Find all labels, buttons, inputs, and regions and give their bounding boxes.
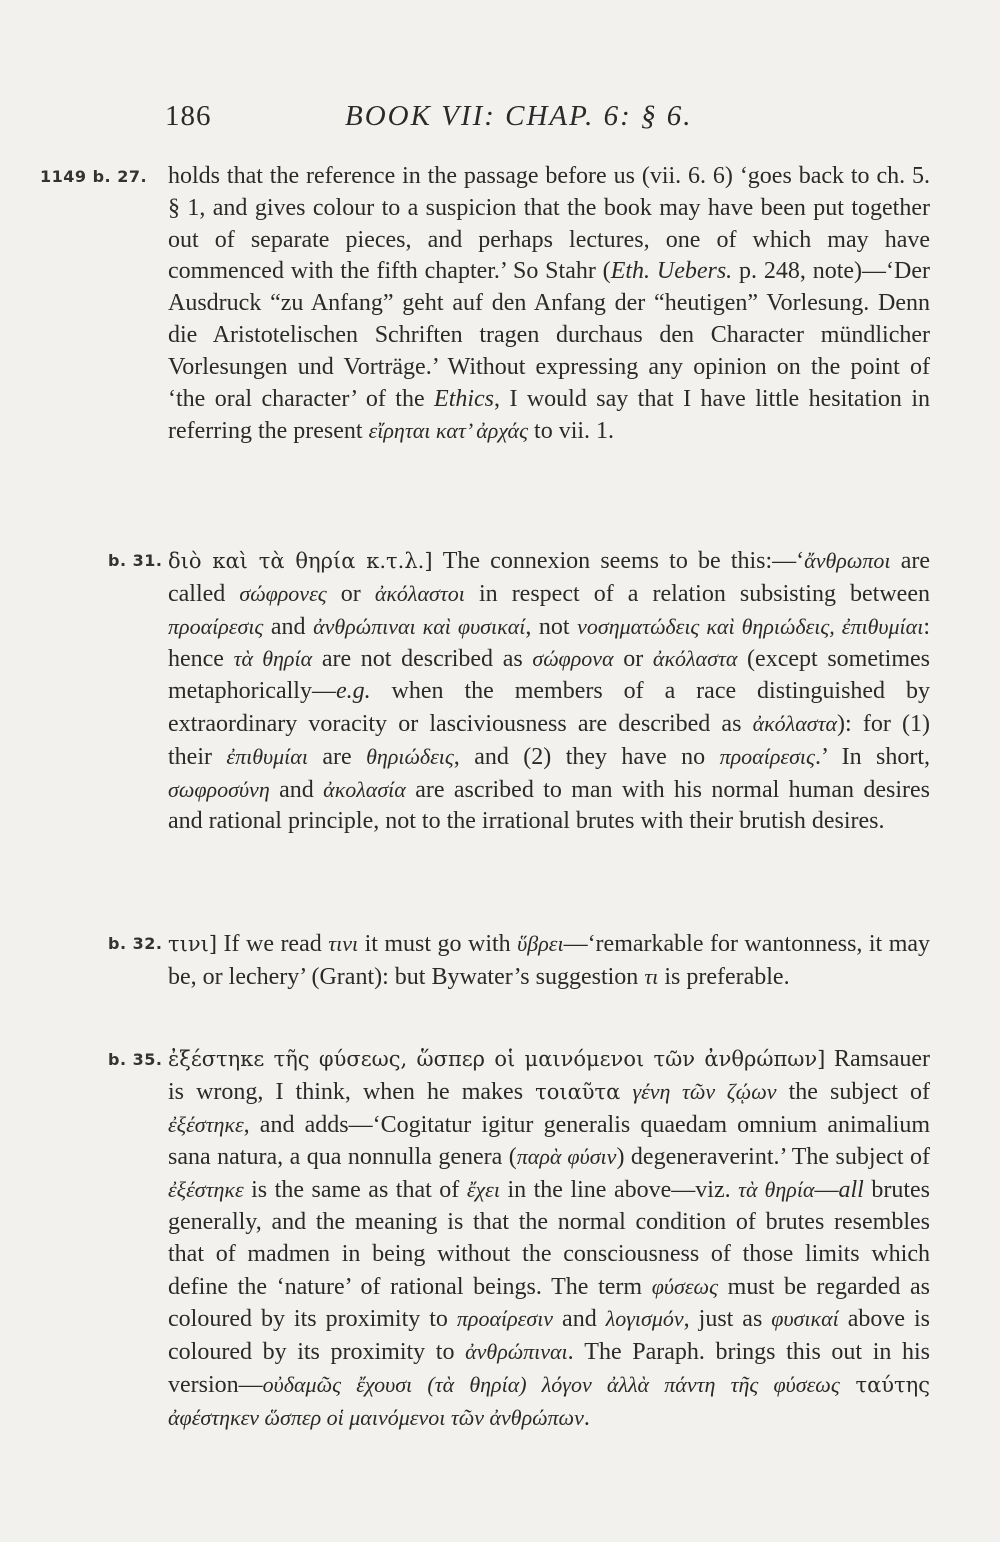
text-run: is preferable. [658,963,790,990]
text-run: above is coloured by its proximity to [168,1306,931,1366]
line-reference: b. 31. [108,551,163,570]
greek-text: παρὰ φύσιν [516,1144,617,1170]
text-run: — [814,1177,839,1204]
text-run: . [583,1404,590,1431]
text-run: , just as [683,1306,772,1333]
greek-text: ἀκόλαστα [652,646,738,672]
text-run: If we read [217,931,329,957]
greek-text: τινι [328,931,359,956]
text-run: Ramsauer is wrong, I think, when he makes [168,1046,930,1105]
text-run: or [326,580,375,607]
text-run: to vii. 1. [528,418,615,445]
lemma-text: τοιαῦτα [535,1079,621,1104]
text-run: are [307,743,367,770]
running-head: BOOK VII: CHAP. 6: § 6. [345,100,693,132]
greek-text: προαίρεσις [168,613,264,639]
note-body [168,1044,930,1435]
greek-text: τὰ θηρία [738,1177,815,1203]
text-run: . The Paraph. brings this out in his version— [168,1339,930,1398]
line-reference: b. 32. [108,934,163,953]
greek-text: ἀκόλαστοι [374,580,465,606]
text-run: are ascribed to man with his normal human desires and rational principle, not to the irrational brutes with their brutish desires. [168,776,930,835]
greek-text: ἐπιθυμίαι [226,743,308,769]
text-run: (except sometimes metaphorically— [168,646,930,705]
note-body [168,545,930,838]
text-run: , I would say that I have little hesitation in referring the present [168,385,931,445]
greek-text: σώφρονες [239,580,327,606]
text-run: and [269,776,324,803]
greek-text: ἀνθρώπιναι [465,1339,568,1365]
greek-text: σωφροσύνη [168,776,270,802]
text-run: and [553,1306,606,1333]
text-run: are not described as [312,646,533,673]
text-run: .’ In short, [814,743,931,770]
line-reference: 1149 b. 27. [40,167,148,186]
greek-text: οὐδαμῶς ἔχουσι (τὰ θηρία) λόγον ἀλλὰ πάντη τῆς φύσεως [262,1371,840,1397]
text-run: is the same as that of [243,1177,467,1204]
greek-text: ἀνθρώπιναι καὶ φυσικαί [313,613,526,639]
italic-text: all [838,1177,864,1204]
text-run: brutes generally, and the meaning is that the normal condition of brutes resembles that of madmen in being without the consciousness of those limits which define the ‘nature’ of rational beings. The term [168,1177,930,1300]
lemma-text: ταύτης [855,1372,930,1397]
lemma-text: ἐξέστηκε τῆς φύσεως, ὥσπερ οἱ μαινόμενοι τῶν ἀνθρώπων] [168,1047,826,1071]
text-run: in the line above—viz. [499,1177,739,1204]
text-run: p. 248, note)—‘Der Ausdruck “zu Anfang” geht auf den Anfang der “heutigen” Vorlesung. Denn die Aristotelischen Schriften tragen durchaus den Character mündlicher Vorlesungen und Vorträge.’ Without expressing any opinion on the point of ‘the oral character’ of the [168,258,931,412]
greek-text: ἄνθρωποι [804,548,891,573]
line-reference: b. 35. [108,1050,163,1069]
lemma-text: διὸ καὶ τὰ θηρία κ.τ.λ.] [168,549,433,573]
text-run: the subject of [776,1078,931,1105]
text-run: must be regarded as coloured by its proximity to [168,1273,931,1333]
page-number: 186 [165,100,212,132]
greek-text: ἔχει [466,1177,500,1203]
italic-text: e.g. [335,678,371,705]
greek-text: ἀκολασία [323,776,406,802]
greek-text: φυσικαί [771,1306,839,1332]
text-run: —‘remarkable for wantonness, it may be, or lechery’ (Grant): but Bywater’s suggestion [168,931,931,990]
greek-text: θηριώδεις [366,743,454,769]
text-run: holds that the reference in the passage before us (vii. 6. 6) ‘goes back to ch. 5. § 1, and gives colour to a suspicion that the book may have been put together out of separate pieces, and perhaps lectures, one of which may have commenced with the fifth chapter.’ So Stahr ( [168,163,930,285]
greek-text: τι [644,963,659,989]
greek-text: τὰ θηρία [233,646,313,672]
text-run: in respect of a relation subsisting between [464,580,930,607]
greek-text: γένη τῶν ζῴων [632,1078,777,1104]
text-run: ) degeneraverint.’ The subject of [616,1144,931,1171]
text-run: and [263,613,314,640]
greek-text: ἀφέστηκεν ὥσπερ οἱ μαινόμενοι τῶν ἀνθρώπων [168,1404,584,1430]
text-run: , and adds—‘Cogitatur igitur generalis quaedam omnium animalium sana natura, a qua nonnulla genera ( [168,1111,930,1171]
greek-text: λογισμόν [605,1306,684,1332]
text-run: or [613,646,653,673]
text-run: when the members of a race distinguished by extraordinary voracity or lasciviousness are described as [168,678,930,737]
text-run [840,1372,856,1398]
note-body [168,928,930,994]
page-header [165,100,745,133]
italic-text: Ethics [434,385,495,412]
italic-text: Eth. Uebers. [610,258,733,285]
greek-text: προαίρεσιν [456,1306,554,1332]
greek-text: ἐξέστηκε [168,1177,244,1203]
text-run: , and (2) they have no [453,743,720,770]
greek-text: νοσηματώδεις καὶ θηριώδεις, ἐπιθυμίαι [577,613,924,639]
greek-text: φύσεως [651,1273,718,1299]
greek-text: ὕβρει [517,931,564,956]
greek-text: ἐξέστηκε [168,1111,244,1137]
text-run [620,1079,632,1105]
greek-text: ἀκόλαστα [752,710,838,736]
text-run: ): for (1) their [168,710,930,770]
text-run: , not [525,613,578,640]
greek-text: προαίρεσις [719,743,815,769]
greek-text: εἴρηται κατ’ ἀρχάς [368,418,529,444]
note-body [168,161,930,448]
lemma-text: τινι] [168,932,218,956]
text-run: : hence [168,613,931,673]
text-run: are called [168,548,931,607]
text-run: The connexion seems to be this:—‘ [432,548,805,574]
text-run: it must go with [358,931,518,957]
greek-text: σώφρονα [532,646,614,672]
